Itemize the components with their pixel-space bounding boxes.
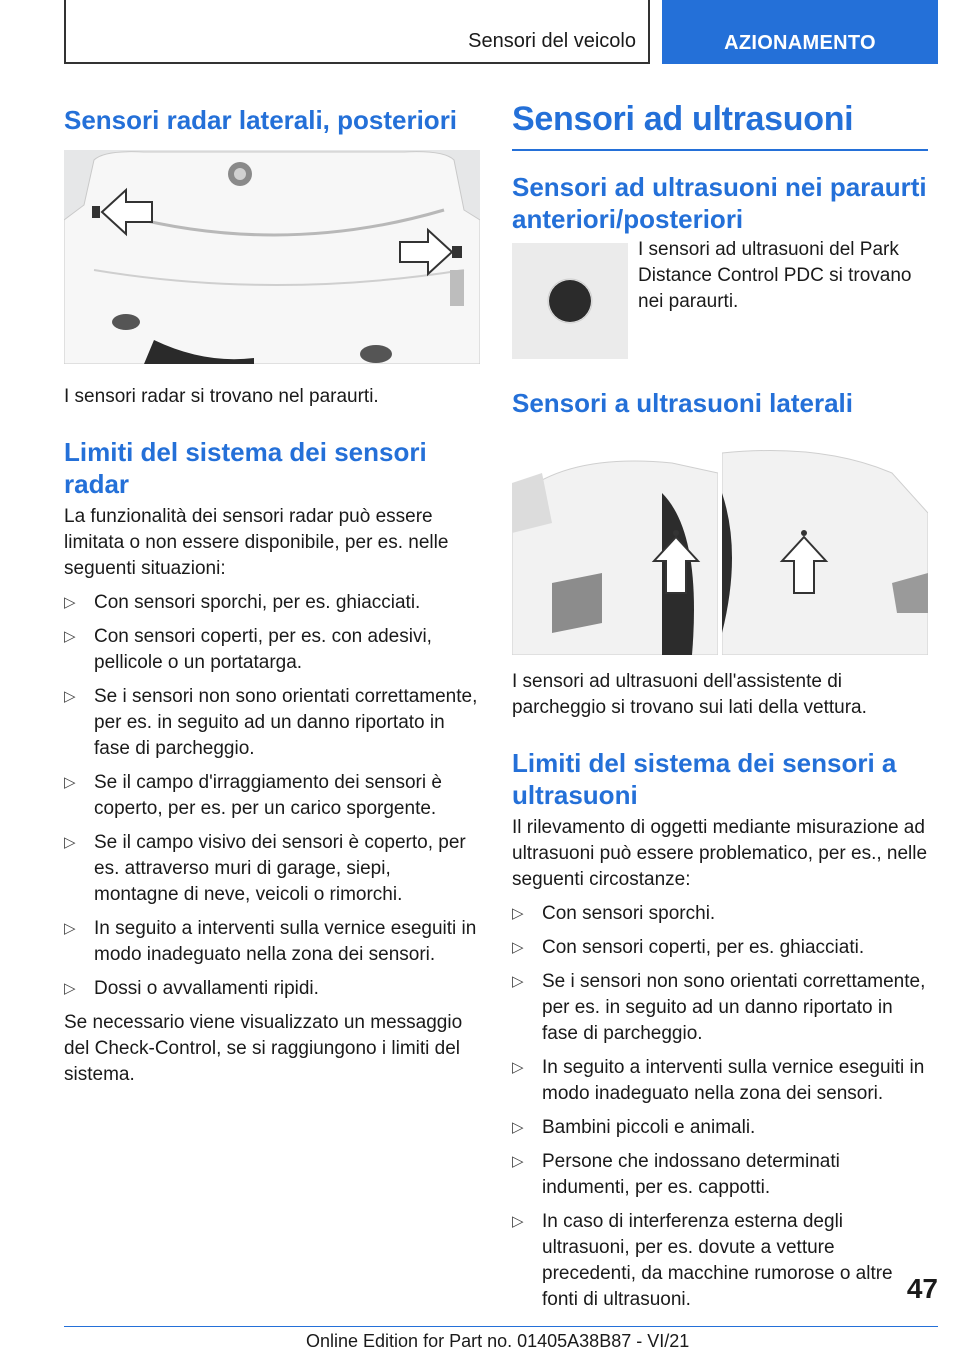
list-item [64, 590, 480, 616]
triangle-bullet-icon: ▷ [64, 980, 76, 997]
triangle-bullet-icon: ▷ [512, 973, 524, 990]
list-item-text: Se i sensori non sono orientati correttamente, per es. in seguito ad un danno riportato in fase di parcheggio. [542, 971, 926, 1044]
list-item [64, 624, 480, 676]
list-item-text: Se i sensori non sono orientati correttamente, per es. in seguito ad un danno riportato in fase di parcheggio. [94, 686, 478, 759]
triangle-bullet-icon: ▷ [64, 594, 76, 611]
lateral-sensors-heading: Sensori a ultrasuoni laterali [512, 388, 853, 418]
triangle-bullet-icon: ▷ [512, 1059, 524, 1076]
ultrasonic-sensor-illustration [512, 243, 628, 359]
lateral-sensors-image [512, 433, 928, 655]
list-item-text: In seguito a interventi sulla vernice eseguiti in modo inadeguato nella zona dei sensori. [542, 1057, 925, 1104]
radar-outro: Se necessario viene visualizzato un messaggio del Check-Control, se si raggiungono i limiti del sistema. [64, 1012, 463, 1085]
list-item [64, 684, 480, 762]
triangle-bullet-icon: ▷ [512, 1213, 524, 1230]
list-item-text: Se il campo d'irraggiamento dei sensori è coperto, per es. per un carico sporgente. [94, 772, 442, 819]
triangle-bullet-icon: ▷ [512, 1153, 524, 1170]
triangle-bullet-icon: ▷ [512, 905, 524, 922]
bumper-sensor-block [512, 239, 928, 359]
list-item [512, 901, 928, 927]
ultrasonic-limits-intro: Il rilevamento di oggetti mediante misurazione ad ultrasuoni può essere problematico, per es., nelle seguenti circostanze: [512, 817, 928, 890]
radar-caption: I sensori radar si trovano nel paraurti. [64, 386, 379, 407]
lateral-sensors-caption: I sensori ad ultrasuoni dell'assistente di parcheggio si trovano sui lati della vettura. [512, 671, 867, 718]
list-item [512, 969, 928, 1047]
list-item-text: Con sensori coperti, per es. con adesivi, pellicole o un portatarga. [94, 626, 432, 673]
list-item [64, 830, 480, 908]
sensor-image [512, 243, 628, 359]
page-footer [64, 1326, 938, 1351]
chapter-tab: AZIONAMENTO [662, 0, 938, 64]
triangle-bullet-icon: ▷ [512, 1119, 524, 1136]
list-item-text: In caso di interferenza esterna degli ultrasuoni, per es. dovute a vetture precedenti, da macchine rumorose o altre fonti di ultrasuoni. [542, 1211, 893, 1310]
radar-limits-list [64, 590, 480, 1002]
list-item-text: Dossi o avvallamenti ripidi. [94, 978, 319, 999]
ultrasonic-limits-heading: Limiti del sistema dei sensori a ultrasuoni [512, 748, 897, 810]
triangle-bullet-icon: ▷ [512, 939, 524, 956]
list-item [512, 1055, 928, 1107]
list-item-text: In seguito a interventi sulla vernice eseguiti in modo inadeguato nella zona dei sensori. [94, 918, 477, 965]
left-column [64, 100, 480, 1088]
page-number: 47 [906, 1273, 938, 1304]
rear-bumper-illustration [64, 150, 480, 364]
radar-limits-heading: Limiti del sistema dei sensori radar [64, 437, 427, 499]
list-item [512, 1209, 928, 1313]
triangle-bullet-icon: ▷ [64, 628, 76, 645]
list-item [64, 770, 480, 822]
edition-text: Online Edition for Part no. 01405A38B87 - VI/21 [306, 1331, 690, 1351]
ultrasonic-limits-list [512, 901, 928, 1313]
page-header [0, 0, 960, 66]
list-item [512, 1115, 928, 1141]
list-item-text: Bambini piccoli e animali. [542, 1117, 756, 1138]
front-side-image [512, 433, 718, 655]
triangle-bullet-icon: ▷ [64, 834, 76, 851]
list-item-text: Persone che indossano determinati indumenti, per es. cappotti. [542, 1151, 840, 1198]
right-column [512, 100, 928, 1313]
radar-sensors-heading: Sensori radar laterali, posteriori [64, 105, 458, 135]
list-item [512, 935, 928, 961]
front-side-illustration [512, 433, 718, 655]
list-item-text: Con sensori sporchi, per es. ghiacciati. [94, 592, 421, 613]
rear-side-image [722, 433, 928, 655]
ultrasonic-sensors-title: Sensori ad ultrasuoni [512, 100, 928, 151]
bumper-sensors-text: I sensori ad ultrasuoni del Park Distance Control PDC si trovano nei paraurti. [638, 239, 912, 312]
rear-side-illustration [722, 433, 928, 655]
list-item [64, 916, 480, 968]
triangle-bullet-icon: ▷ [64, 920, 76, 937]
section-title: Sensori del veicolo [468, 30, 636, 52]
list-item-text: Con sensori sporchi. [542, 903, 716, 924]
list-item-text: Se il campo visivo dei sensori è coperto, per es. attraverso muri di garage, siepi, montagne di neve, veicoli o rimorchi. [94, 832, 466, 905]
list-item-text: Con sensori coperti, per es. ghiacciati. [542, 937, 865, 958]
triangle-bullet-icon: ▷ [64, 688, 76, 705]
rear-bumper-image [64, 150, 480, 364]
list-item [64, 976, 480, 1002]
bumper-sensors-heading: Sensori ad ultrasuoni nei paraurti anteriori/posteriori [512, 172, 927, 234]
radar-limits-intro: La funzionalità dei sensori radar può essere limitata o non essere disponibile, per es. nelle seguenti situazioni: [64, 506, 449, 579]
triangle-bullet-icon: ▷ [64, 774, 76, 791]
list-item [512, 1149, 928, 1201]
